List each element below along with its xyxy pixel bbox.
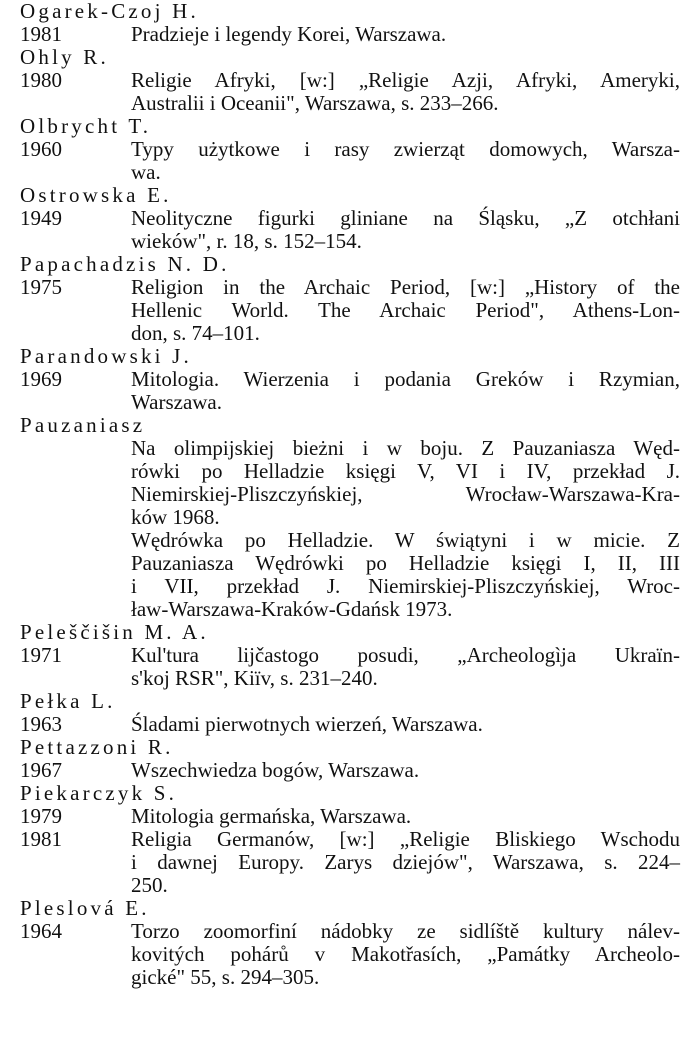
- author-name: Olbrycht T.: [20, 114, 152, 138]
- work-year: 1981: [20, 22, 62, 46]
- work-citation: [131, 529, 680, 621]
- citation-line: rówki po Helladzie księgi V, VI i IV, przekład J.: [131, 459, 680, 483]
- author-name: Pauzaniasz: [20, 413, 146, 437]
- work-item: [20, 920, 700, 989]
- citation-line: ław-Warszawa-Kraków-Gdańsk 1973.: [131, 597, 453, 621]
- work-item: [20, 23, 700, 46]
- citation-line: Religie Afryki, [w:] „Religie Azji, Afryki, Ameryki,: [131, 68, 680, 92]
- work-citation: [131, 69, 680, 115]
- work-citation: [131, 368, 680, 414]
- work-citation: [131, 207, 680, 253]
- work-year: 1960: [20, 137, 62, 161]
- bibliography-entry: [20, 736, 700, 782]
- bibliography-entry: [20, 115, 700, 184]
- work-item: [20, 207, 700, 253]
- bibliography-entry: [20, 184, 700, 253]
- citation-line: kovitých pohárů v Makotřasích, „Památky Archeolo-: [131, 942, 680, 966]
- citation-line: 250.: [131, 873, 168, 897]
- citation-line: Pradzieje i legendy Korei, Warszawa.: [131, 22, 447, 46]
- work-citation: [131, 828, 680, 897]
- citation-line: Kul'tura lijčastogo posudi, „Archeologìja Ukraïn-: [131, 643, 680, 667]
- citation-line: Niemirskiej-Pliszczyńskiej, Wrocław-Warszawa-Kra-: [131, 482, 680, 506]
- work-citation: [131, 920, 680, 989]
- work-year: 1980: [20, 68, 62, 92]
- bibliography-entry: [20, 46, 700, 115]
- citation-line: Typy użytkowe i rasy zwierząt domowych, Warsza-: [131, 137, 680, 161]
- author-name: Papachadzis N. D.: [20, 252, 230, 276]
- work-year: 1975: [20, 275, 62, 299]
- work-item: [20, 69, 700, 115]
- work-citation: [131, 644, 680, 690]
- citation-line: Śladami pierwotnych wierzeń, Warszawa.: [131, 712, 483, 736]
- author-name: Ogarek-Czoj H.: [20, 0, 199, 23]
- author-name: Pettazzoni R.: [20, 735, 174, 759]
- work-citation: [131, 713, 680, 736]
- citation-line: Religion in the Archaic Period, [w:] „History of the: [131, 275, 680, 299]
- bibliography-list: [20, 0, 700, 989]
- citation-line: wa.: [131, 160, 161, 184]
- work-item: [20, 138, 700, 184]
- citation-line: ków 1968.: [131, 505, 220, 529]
- citation-line: gické" 55, s. 294–305.: [131, 965, 320, 989]
- citation-line: Pauzaniasza Wędrówki po Helladzie księgi I, II, III: [131, 551, 680, 575]
- work-year: 1971: [20, 643, 62, 667]
- citation-line: wieków", r. 18, s. 152–154.: [131, 229, 362, 253]
- citation-line: Mitologia germańska, Warszawa.: [131, 804, 412, 828]
- citation-line: Wędrówka po Helladzie. W świątyni i w micie. Z: [131, 528, 680, 552]
- work-item: [20, 713, 700, 736]
- citation-line: Neolityczne figurki gliniane na Śląsku, „Z otchłani: [131, 206, 680, 230]
- work-year: 1967: [20, 758, 62, 782]
- work-year: 1981: [20, 827, 62, 851]
- citation-line: Wszechwiedza bogów, Warszawa.: [131, 758, 420, 782]
- citation-line: s'koj RSR", Kiïv, s. 231–240.: [131, 666, 378, 690]
- bibliography-entry: [20, 0, 700, 46]
- citation-line: i dawnej Europy. Zarys dziejów", Warszawa, s. 224–: [131, 850, 680, 874]
- bibliography-entry: [20, 414, 700, 621]
- work-item: [20, 644, 700, 690]
- citation-line: Mitologia. Wierzenia i podania Greków i Rzymian,: [131, 367, 680, 391]
- citation-line: i VII, przekład J. Niemirskiej-Pliszczyńskiej, Wroc-: [131, 574, 680, 598]
- work-year: 1964: [20, 919, 62, 943]
- citation-line: Warszawa.: [131, 390, 223, 414]
- work-item: [20, 828, 700, 897]
- work-item: [20, 759, 700, 782]
- work-year: 1969: [20, 367, 62, 391]
- citation-line: Hellenic World. The Archaic Period", Athens-Lon-: [131, 298, 680, 322]
- bibliography-entry: [20, 690, 700, 736]
- citation-line: Religia Germanów, [w:] „Religie Bliskiego Wschodu: [131, 827, 680, 851]
- bibliography-entry: [20, 253, 700, 345]
- work-year: 1963: [20, 712, 62, 736]
- author-name: Ohly R.: [20, 45, 109, 69]
- author-name: Piekarczyk S.: [20, 781, 178, 805]
- work-citation: [131, 138, 680, 184]
- work-item: [20, 529, 700, 621]
- work-item: [20, 437, 700, 529]
- citation-line: Na olimpijskiej bieżni i w boju. Z Pauzaniasza Węd-: [131, 436, 680, 460]
- author-name: Pleslová E.: [20, 896, 150, 920]
- author-name: Peleščišin M. A.: [20, 620, 209, 644]
- author-name: Pełka L.: [20, 689, 116, 713]
- work-item: [20, 368, 700, 414]
- work-year: [20, 437, 131, 529]
- bibliography-entry: [20, 897, 700, 989]
- work-citation: [131, 759, 680, 782]
- citation-line: Australii i Oceanii", Warszawa, s. 233–266.: [131, 91, 499, 115]
- work-citation: [131, 23, 680, 46]
- bibliography-entry: [20, 621, 700, 690]
- work-year: 1949: [20, 206, 62, 230]
- work-item: [20, 276, 700, 345]
- citation-line: Torzo zoomorfiní nádobky ze sidlíště kultury nálev-: [131, 919, 680, 943]
- work-citation: [131, 276, 680, 345]
- author-name: Ostrowska E.: [20, 183, 172, 207]
- bibliography-entry: [20, 782, 700, 897]
- citation-line: don, s. 74–101.: [131, 321, 260, 345]
- bibliography-entry: [20, 345, 700, 414]
- work-year: [20, 529, 131, 621]
- work-year: 1979: [20, 804, 62, 828]
- work-citation: [131, 805, 680, 828]
- work-citation: [131, 437, 680, 529]
- author-name: Parandowski J.: [20, 344, 192, 368]
- work-item: [20, 805, 700, 828]
